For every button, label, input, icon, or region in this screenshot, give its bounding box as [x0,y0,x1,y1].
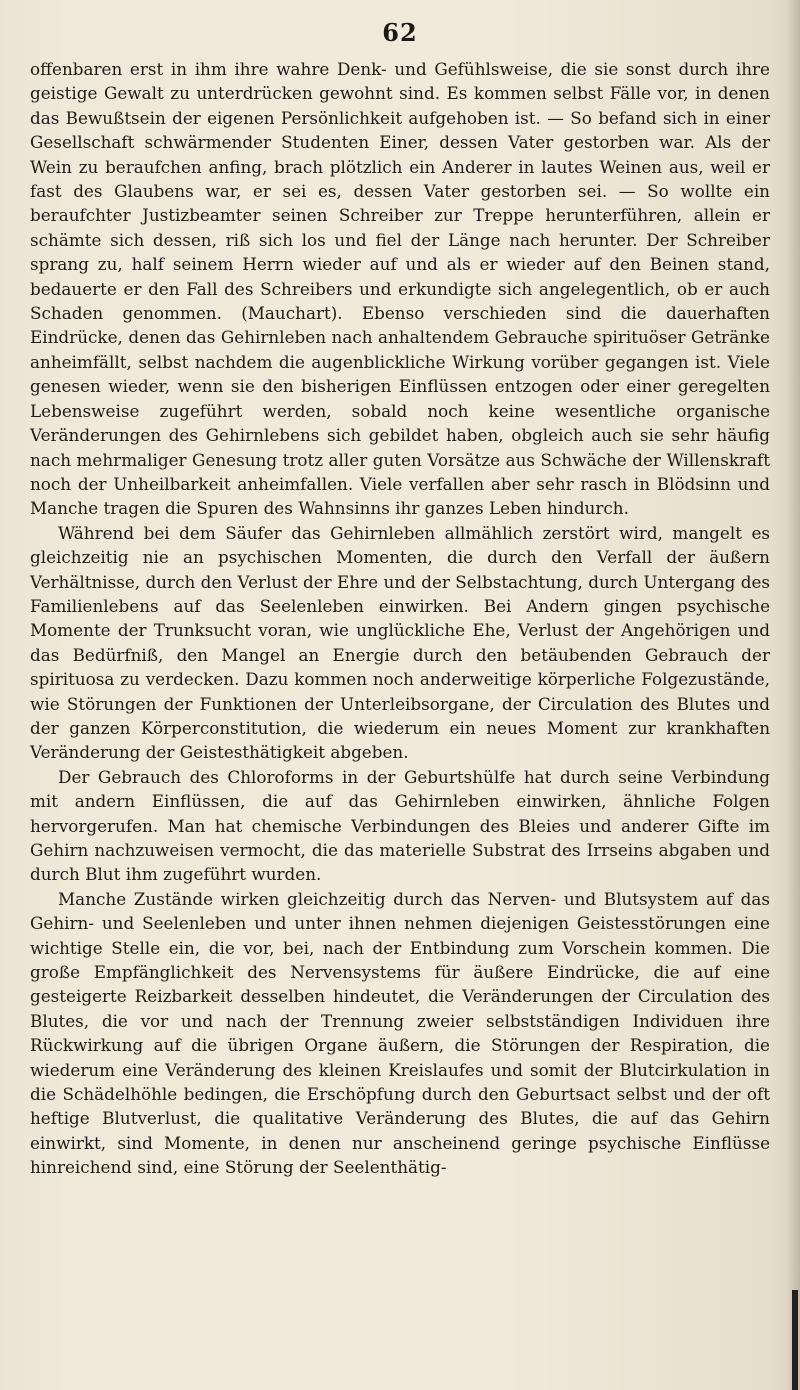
binding-mark [792,1290,798,1390]
paragraph: Der Gebrauch des Chloroforms in der Geburtshülfe hat durch seine Verbindung mit andern Einflüssen, die auf das Gehirnleben einwirken, ähnliche Folgen hervorgerufen. Man hat chemische Verbindungen des Bleies und anderer Gifte im Gehirn nachzuweisen vermocht, die das materielle Substrat des Irrseins abgaben und durch Blut ihm zugeführt wurden. [30,766,770,885]
paragraph: Während bei dem Säufer das Gehirnleben allmählich zerstört wird, mangelt es gleichzeitig nie an psychischen Momenten, die durch den Verfall der äußern Verhältnisse, durch den Verlust der Ehre und der Selbstachtung, durch Untergang des Familienlebens auf das Seelenleben einwirken. Bei Andern gingen psychische Momente der Trunksucht voran, wie unglückliche Ehe, Verlust der Angehörigen und das Bedürfniß, den Mangel an Energie durch den betäubenden Gebrauch der spirituosa zu verdecken. Dazu kommen noch anderweitige körperliche Folgezustände, wie Störungen der Funktionen der Unterleibsorgane, der Circulation des Blutes und der ganzen Körperconstitution, die wiederum ein neues Moment zur krankhaften Veränderung der Geistesthätigkeit abgeben. [30,522,770,763]
page-number: 62 [382,18,418,47]
page-edge-shadow [786,0,800,1390]
body-text [30,57,770,1180]
paragraph: Manche Zustände wirken gleichzeitig durch das Nerven- und Blutsystem auf das Gehirn- und Seelenleben und unter ihnen nehmen diejenigen Geistesstörungen eine wichtige Stelle ein, die vor, bei, nach der Entbindung zum Vorschein kommen. Die große Empfänglichkeit des Nervensystems für äußere Eindrücke, die auf eine gesteigerte Reizbarkeit desselben hindeutet, die Veränderungen der Circulation des Blutes, die vor und nach der Trennung zweier selbstständigen Individuen ihre Rückwirkung auf die übrigen Organe äußern, die Störungen der Respiration, die wiederum eine Veränderung des kleinen Kreislaufes und somit der Blutcirkulation in die Schädelhöhle bedingen, die Erschöpfung durch den Geburtsact selbst und der oft heftige Blutverlust, die qualitative Veränderung des Blutes, die auf das Gehirn einwirkt, sind Momente, in denen nur anscheinend geringe psychische Einflüsse hinreichend sind, eine Störung der Seelenthätig- [30,888,770,1178]
paragraph: offenbaren erst in ihm ihre wahre Denk- und Gefühlsweise, die sie sonst durch ihre geistige Gewalt zu unterdrücken gewohnt sind. Es kommen selbst Fälle vor, in denen das Bewußtsein der eigenen Persönlichkeit aufgehoben ist. — So befand sich in einer Gesellschaft schwärmender Studenten Einer, dessen Vater gestorben war. Als der Wein zu beraufchen anfing, brach plötzlich ein Anderer in lautes Weinen aus, weil er fast des Glaubens war, er sei es, dessen Vater gestorben sei. — So wollte ein beraufchter Justizbeamter seinen Schreiber zur Treppe herunterführen, allein er schämte sich dessen, riß sich los und fiel der Länge nach herunter. Der Schreiber sprang zu, half seinem Herrn wieder auf und als er wieder auf den Beinen stand, bedauerte er den Fall des Schreibers und erkundigte sich angelegentlich, ob er auch Schaden genommen. (Mauchart). Ebenso verschieden sind die dauerhaften Eindrücke, denen das Gehirnleben nach anhaltendem Gebrauche spirituöser Getränke anheimfällt, selbst nachdem die augenblickliche Wirkung vorüber gegangen ist. Viele genesen wieder, wenn sie den bisherigen Einflüssen entzogen oder einer geregelten Lebensweise zugeführt werden, sobald noch keine wesentliche organische Veränderungen des Gehirnlebens sich gebildet haben, obgleich auch sie sehr häufig nach mehrmaliger Genesung trotz aller guten Vorsätze aus Schwäche der Willenskraft noch der Unheilbarkeit anheimfallen. Viele verfallen aber sehr rasch in Blödsinn und Manche tragen die Spuren des Wahnsinns ihr ganzes Leben hindurch. [30,59,770,519]
